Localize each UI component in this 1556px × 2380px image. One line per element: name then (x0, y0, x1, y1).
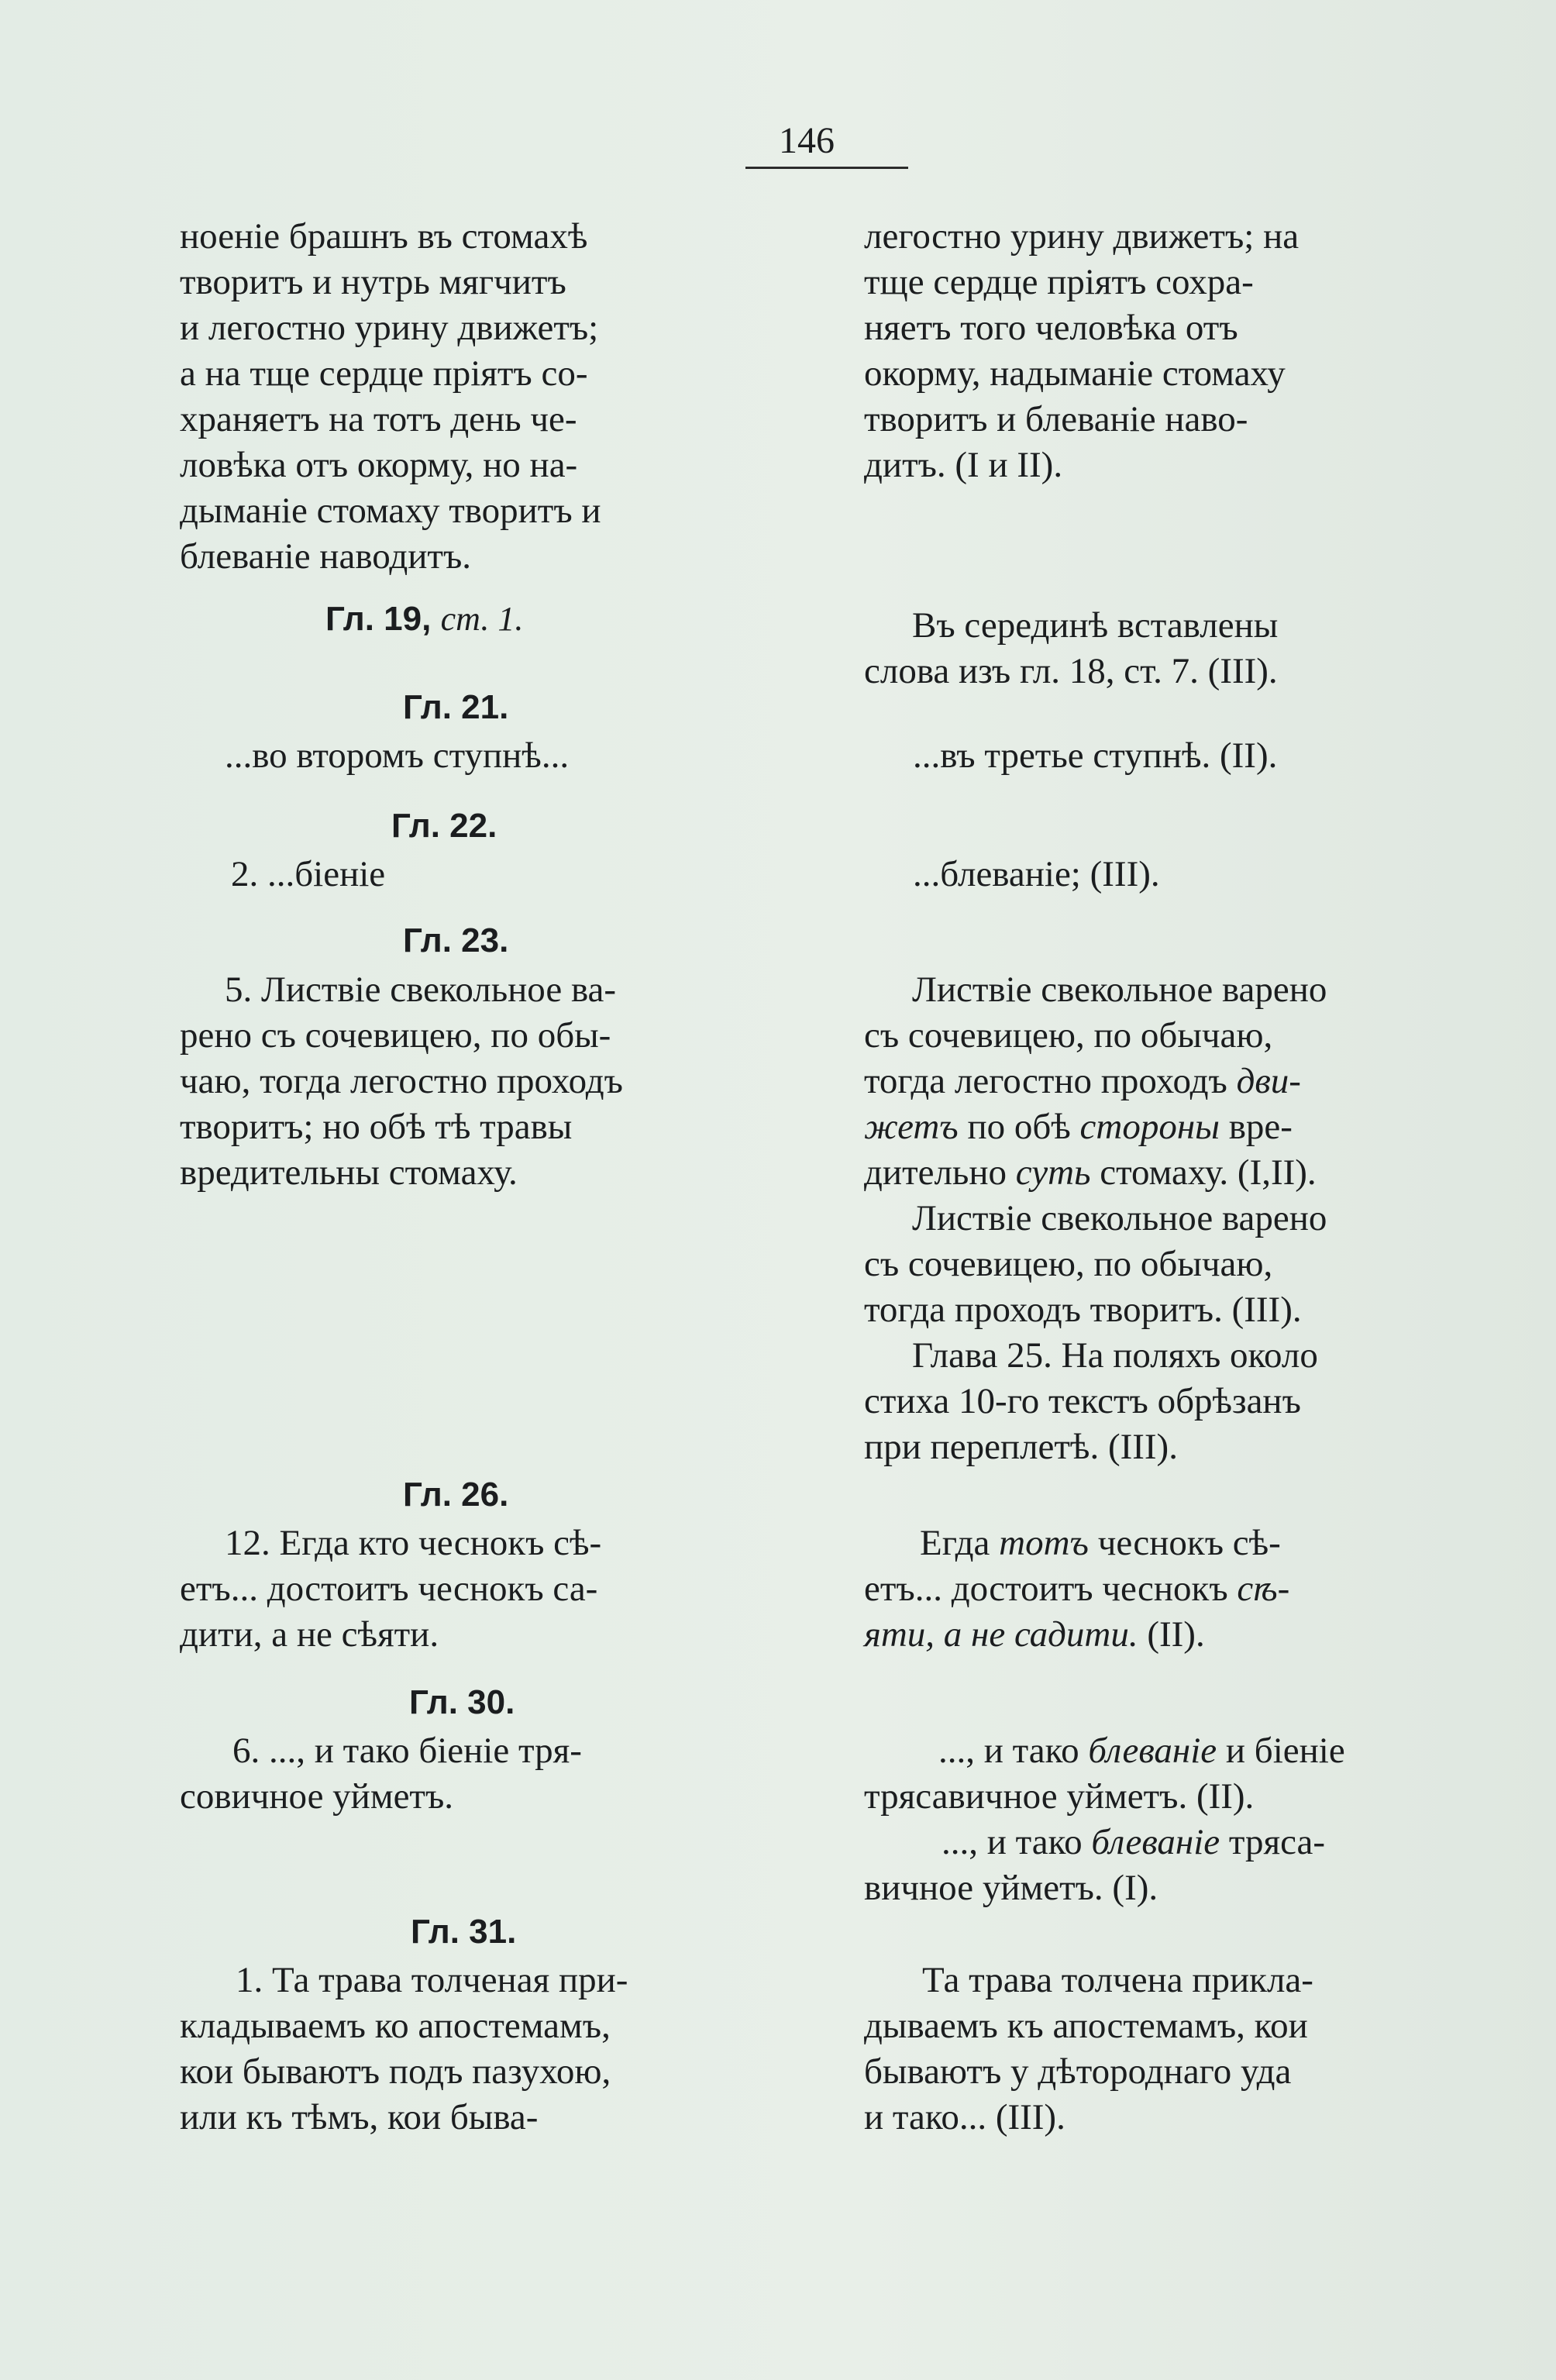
left-paragraph-30: 6. ..., и тако біеніе тря- совичное уйметъ. (180, 1731, 582, 1817)
chapter-heading-23: Гл. 23. (403, 921, 509, 959)
right-paragraph-intro: легостно урину движетъ; на тще сердце пріятъ сохра- няетъ того человѣка отъ окорму, надыманіе стомаху творитъ и блеваніе наво- дитъ. (I и II). (864, 216, 1300, 485)
left-paragraph-31: 1. Та трава толченая при- кладываемъ ко апостемамъ, кои бываютъ подъ пазухою, или къ тѣмъ, кои быва- (180, 1960, 628, 2137)
right-paragraph-26: Егда тотъ чеснокъ сѣ- етъ... достоитъ чеснокъ сѣ- яти, а не садити. (II). (864, 1523, 1290, 1655)
chapter-heading-19: Гл. 19, ст. 1. (325, 600, 524, 638)
left-text-22: 2. ...біеніе (231, 854, 386, 894)
right-paragraph-30b: ..., и тако блеваніе тряса- вичное уйметъ. (I). (864, 1822, 1326, 1908)
text-line: творитъ и нутрь мягчитъ (180, 262, 566, 302)
left-paragraph-26: 12. Егда кто чеснокъ сѣ- етъ... достоитъ чеснокъ са- дити, а не сѣяти. (180, 1523, 602, 1655)
text-line: ловѣка отъ окорму, но на- (180, 445, 578, 485)
text-line: ноеніе брашнъ въ стомахѣ (180, 216, 588, 257)
left-paragraph-intro (180, 214, 769, 580)
text-line: дыманіе стомаху творитъ и (180, 491, 601, 531)
chapter-heading-21: Гл. 21. (403, 688, 509, 726)
header-rule (745, 167, 908, 169)
right-text-22: ...блеваніе; (III). (913, 854, 1160, 894)
right-note-19: Въ серединѣ вставлены слова изъ гл. 18, ст. 7. (III). (864, 605, 1279, 691)
chapter-heading-22: Гл. 22. (391, 807, 497, 845)
text-line: и легостно урину движетъ; (180, 308, 599, 348)
text-line: блеваніе наводитъ. (180, 536, 471, 577)
chapter-heading-31: Гл. 31. (411, 1913, 517, 1951)
right-paragraph-23a: Листвіе свекольное варено съ сочевицею, по обычаю, тогда легостно проходъ дви- жетъ по обѣ стороны вре- дительно суть стомаху. (I,II). (864, 970, 1327, 1193)
page-number: 146 (779, 120, 835, 161)
text-line: а на тще сердце пріятъ со- (180, 353, 588, 394)
left-paragraph-23: 5. Листвіе свекольное ва- рено съ сочевицею, по обы- чаю, тогда легостно проходъ творитъ; но обѣ тѣ травы вредительны стомаху. (180, 970, 623, 1193)
chapter-heading-26: Гл. 26. (403, 1476, 509, 1514)
right-paragraph-31: Та трава толчена прикла- дываемъ къ апостемамъ, кои бываютъ у дѣтороднаго уда и тако... (III). (864, 1960, 1313, 2137)
right-text-21: ...въ третье ступнѣ. (II). (913, 735, 1278, 776)
right-paragraph-23b: Листвіе свекольное варено съ сочевицею, по обычаю, тогда проходъ творитъ. (III). (864, 1198, 1327, 1330)
right-note-25: Глава 25. На поляхъ около стиха 10-го текстъ обрѣзанъ при переплетѣ. (III). (864, 1335, 1318, 1467)
left-text-21: ...во второмъ ступнѣ... (225, 735, 570, 776)
text-line: храняетъ на тотъ день че- (180, 399, 577, 439)
right-paragraph-30a: ..., и тако блеваніе и біеніе трясавичное уйметъ. (II). (864, 1731, 1345, 1817)
chapter-heading-30: Гл. 30. (409, 1683, 515, 1721)
